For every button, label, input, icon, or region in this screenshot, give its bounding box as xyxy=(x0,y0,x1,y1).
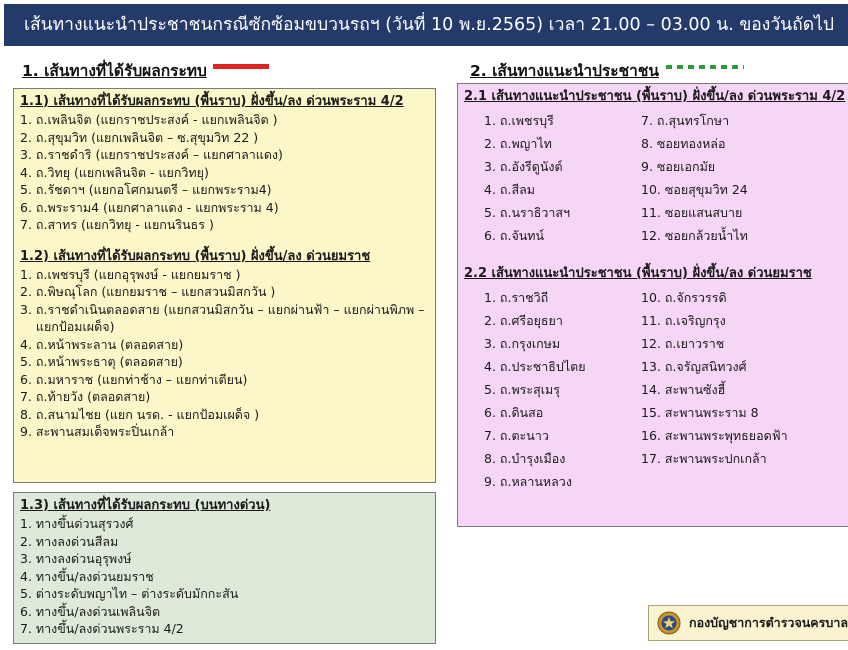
list-item: 14. สะพานซังฮี้ xyxy=(641,382,726,397)
list-item: 3. ถ.กรุงเกษม xyxy=(484,336,561,351)
box-1-1-title: 1.1) เส้นทางที่ได้รับผลกระทบ (พื้นราบ) ฝั่งขึ้น/ลง ด่วนพระราม 4/2 xyxy=(20,94,404,109)
list-item: 6. ถ.ดินสอ xyxy=(484,405,544,420)
box-2-2-col1 xyxy=(484,286,641,493)
list-item: 7. ถ.สาทร (แยกวิทยุ - แยกนรินธร ) xyxy=(20,217,214,232)
box-2-1-col2 xyxy=(641,109,798,247)
list-item: 13. ถ.จรัญสนิทวงศ์ xyxy=(641,359,747,374)
list-item: 5. ถ.รัชดาฯ (แยกอโศกมนตรี – แยกพระราม4) xyxy=(20,182,272,197)
list-item: 6. ทางขึ้น/ลงด่วนเพลินจิต xyxy=(20,603,161,619)
box-2-2-col2 xyxy=(641,286,841,470)
list-item: 10. ถ.จักรวรรดิ xyxy=(641,290,727,305)
list-item: 1. ถ.ราชวิถี xyxy=(484,290,549,305)
list-item: 11. ซอยแสนสบาย xyxy=(641,205,743,220)
box-1-3-title: 1.3) เส้นทางที่ได้รับผลกระทบ (บนทางด่วน) xyxy=(20,498,271,513)
list-item: 8. ซอยทองหล่อ xyxy=(641,136,726,151)
list-item: 4. ถ.วิทยุ (แยกเพลินจิต - แยกวิทยุ) xyxy=(20,164,209,180)
list-item: 12. ถ.เยาวราช xyxy=(641,336,725,351)
list-item: 8. ถ.สนามไชย (แยก นรด. - แยกป้อมเผด็จ ) xyxy=(20,406,260,422)
list-item: 2. ถ.พิษณุโลก (แยกยมราช – แยกสวนมิสกวัน ) xyxy=(20,284,276,299)
box-1-2-title: 1.2) เส้นทางที่ได้รับผลกระทบ (พื้นราบ) ฝั่งขึ้น/ลง ด่วนยมราช xyxy=(20,248,371,264)
box-2-2-columns xyxy=(464,286,848,493)
box-2-1-col1 xyxy=(484,109,641,247)
list-item: 1. ถ.เพชรบุรี xyxy=(484,113,554,128)
list-item: 7. ถ.ท้ายวัง (ตลอดสาย) xyxy=(20,389,151,404)
list-item: 2. ทางลงด่วนสีลม xyxy=(20,533,119,549)
box-1-1-list xyxy=(20,111,435,234)
affected-expressway-box xyxy=(13,492,436,644)
list-item: 9. ถ.หลานหลวง xyxy=(484,474,572,489)
header-title: เส้นทางแนะนำประชาชนกรณีซักซ้อมขบวนรถฯ (วันที่ 10 พ.ย.2565) เวลา 21.00 – 03.00 น. ของวันถัดไป xyxy=(24,15,834,35)
list-item: 12. ซอยกล้วยน้ำไท xyxy=(641,228,748,243)
list-item: 4. ทางขึ้น/ลงด่วนยมราช xyxy=(20,568,154,584)
list-item: 3. ทางลงด่วนอุรุพงษ์ xyxy=(20,551,132,566)
list-item: 17. สะพานพระปกเกล้า xyxy=(641,451,767,466)
list-item: 2. ถ.ศรีอยุธยา xyxy=(484,313,563,328)
list-item: 2. ถ.พญาไท xyxy=(484,136,552,151)
list-item: 7. ถ.สุนทรโกษา xyxy=(641,113,730,128)
box-2-1-columns xyxy=(464,109,848,247)
list-item: 1. ทางขึ้นด่วนสุรวงศ์ xyxy=(20,516,134,531)
list-item: 1. ถ.เพลินจิต (แยกราชประสงค์ - แยกเพลินจิต ) xyxy=(20,112,278,127)
box-2-1-title: 2.1 เส้นทางแนะนำประชาชน (พื้นราบ) ฝั่งขึ้น/ลง ด่วนพระราม 4/2 xyxy=(464,89,846,104)
metropolitan-police-badge xyxy=(648,605,848,641)
recommended-route-marker xyxy=(666,65,744,69)
list-item: 9. สะพานสมเด็จพระปิ่นเกล้า xyxy=(20,424,175,439)
list-item: 4. ถ.สีลม xyxy=(484,182,535,197)
list-item: 3. ถ.ราชดำเนินตลอดสาย (แยกสวนมิสกวัน – แยกผ่านฟ้า – แยกผ่านพิภพ – xyxy=(20,301,425,317)
list-item: 3. ถ.ราชดำริ (แยกราชประสงค์ – แยกศาลาแดง) xyxy=(20,147,283,162)
police-emblem-icon xyxy=(657,611,681,635)
affected-route-marker xyxy=(213,64,269,69)
list-item: 6. ถ.จันทน์ xyxy=(484,228,545,243)
list-item: 11. ถ.เจริญกรุง xyxy=(641,313,726,328)
recommended-routes-box xyxy=(457,83,848,527)
list-item: 4. ถ.หน้าพระลาน (ตลอดสาย) xyxy=(20,336,184,352)
box-1-2-list xyxy=(20,266,435,441)
list-item: 3. ถ.อังรีดูนังต์ xyxy=(484,159,563,174)
box-2-2-title: 2.2 เส้นทางแนะนำประชาชน (พื้นราบ) ฝั่งขึ้น/ลง ด่วนยมราช xyxy=(464,266,812,281)
section-1-title: 1. เส้นทางที่ได้รับผลกระทบ xyxy=(22,62,207,80)
list-item: 2. ถ.สุขุมวิท (แยกเพลินจิต – ซ.สุขุมวิท 22 ) xyxy=(20,129,259,145)
list-item: 7. ทางขึ้น/ลงด่วนพระราม 4/2 xyxy=(20,621,184,636)
box-1-3-list xyxy=(20,515,435,638)
list-item: 6. ถ.พระราม4 (แยกศาลาแดง - แยกพระราม 4) xyxy=(20,199,279,215)
badge-label: กองบัญชาการตำรวจนครบาล xyxy=(689,615,848,630)
list-item: 16. สะพานพระพุทธยอดฟ้า xyxy=(641,428,788,443)
list-item: 15. สะพานพระราม 8 xyxy=(641,405,759,420)
list-item: 9. ซอยเอกมัย xyxy=(641,159,716,174)
list-item: 5. ถ.พระสุเมรุ xyxy=(484,382,560,397)
list-item: 5. ถ.หน้าพระธาตุ (ตลอดสาย) xyxy=(20,354,183,369)
list-item: 7. ถ.ตะนาว xyxy=(484,428,549,443)
list-item: แยกป้อมเผด็จ) xyxy=(20,319,115,334)
page-header xyxy=(4,4,848,46)
list-item: 5. ถ.นราธิวาสฯ xyxy=(484,205,571,220)
list-item: 1. ถ.เพชรบุรี (แยกอุรุพงษ์ - แยกยมราช ) xyxy=(20,266,241,282)
list-item: 6. ถ.มหาราช (แยกท่าช้าง – แยกท่าเตียน) xyxy=(20,371,248,387)
list-item: 8. ถ.บำรุงเมือง xyxy=(484,451,566,466)
section-2-title: 2. เส้นทางแนะนำประชาชน xyxy=(470,62,659,80)
affected-ground-routes-box xyxy=(13,88,436,483)
list-item: 10. ซอยสุขุมวิท 24 xyxy=(641,182,748,197)
list-item: 5. ต่างระดับพญาไท – ต่างระดับมักกะสัน xyxy=(20,586,239,601)
list-item: 4. ถ.ประชาธิปไตย xyxy=(484,359,586,374)
